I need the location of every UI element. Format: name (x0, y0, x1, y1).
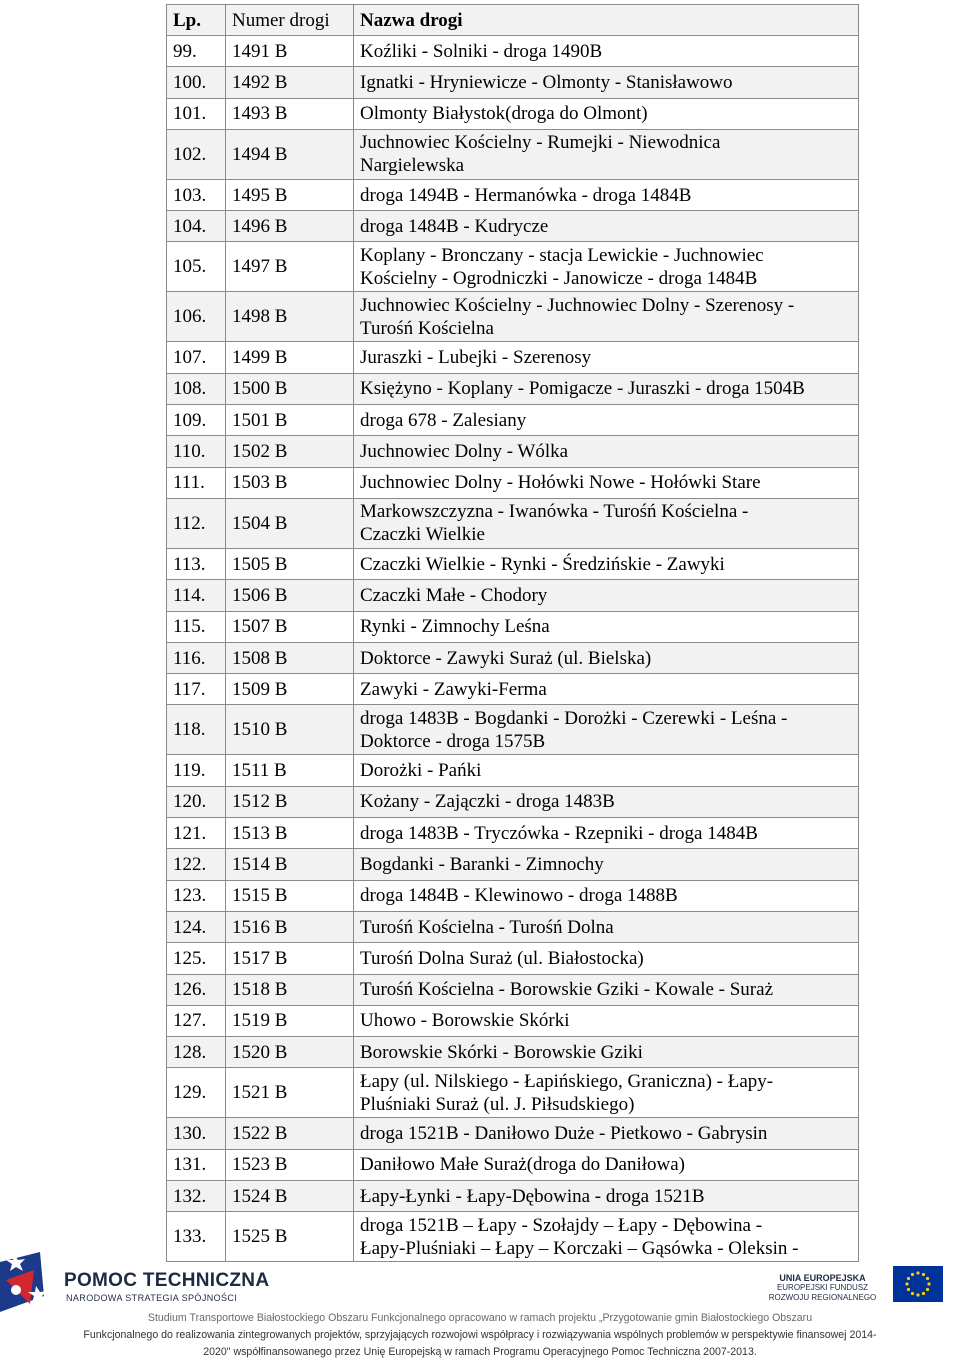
cell-lp: 108. (167, 373, 226, 404)
table-row (167, 548, 859, 579)
cell-road-number: 1497 B (226, 242, 354, 292)
cell-road-name (354, 1118, 859, 1149)
road-name-line: Czaczki Małe - Chodory (360, 584, 548, 606)
funding-note (0, 1310, 960, 1361)
road-name-line: Łapy-Łynki - Łapy-Dębowina - droga 1521B (360, 1185, 705, 1207)
table-row (167, 1181, 859, 1212)
eu-logo-line2: EUROPEJSKI FUNDUSZ (776, 1283, 869, 1292)
cell-lp: 113. (167, 548, 226, 579)
cell-road-name (354, 642, 859, 673)
cell-road-number: 1503 B (226, 467, 354, 498)
table-row (167, 292, 859, 342)
cell-road-name (354, 498, 859, 548)
cell-road-number: 1515 B (226, 880, 354, 911)
cell-lp: 101. (167, 98, 226, 129)
road-name-line: Łapy (ul. Nilskiego - Łapińskiego, Graniczna) - Łapy- (360, 1070, 774, 1092)
cell-road-number: 1523 B (226, 1149, 354, 1180)
table-row (167, 943, 859, 974)
road-name-line: droga 1483B - Tryczówka - Rzepniki - droga 1484B (360, 822, 758, 844)
table-row (167, 818, 859, 849)
cell-lp: 100. (167, 67, 226, 98)
road-name-line: Juchnowiec Kościelny - Juchnowiec Dolny - Szerenosy - (360, 294, 795, 316)
cell-lp: 123. (167, 880, 226, 911)
cell-road-number: 1498 B (226, 292, 354, 342)
table-row (167, 580, 859, 611)
table-header-row (167, 5, 859, 36)
eu-flag-icon (893, 1266, 943, 1302)
cell-lp: 122. (167, 849, 226, 880)
table-row (167, 242, 859, 292)
table-row (167, 1149, 859, 1180)
cell-lp: 119. (167, 755, 226, 786)
cell-lp: 131. (167, 1149, 226, 1180)
cell-road-name (354, 548, 859, 579)
road-name-line: Czaczki Wielkie (360, 524, 485, 546)
eu-star (911, 1273, 914, 1276)
table-row (167, 129, 859, 179)
cell-road-number: 1525 B (226, 1212, 354, 1262)
road-name-line: Bogdanki - Baranki - Zimnochy (360, 853, 604, 875)
header-road-number: Numer drogi (226, 5, 354, 36)
cell-road-name (354, 880, 859, 911)
road-name-line: Łapy-Pluśniaki – Łapy – Korczaki – Gąsówka - Oleksin - (360, 1237, 799, 1259)
road-name-line: droga 678 - Zalesiany (360, 409, 527, 431)
cell-lp: 116. (167, 642, 226, 673)
table-row (167, 211, 859, 242)
road-name-line: Koźliki - Solniki - droga 1490B (360, 40, 603, 62)
road-name-line: droga 1484B - Klewinowo - droga 1488B (360, 885, 678, 907)
road-name-line: Księżyno - Koplany - Pomigacze - Juraszki - droga 1504B (360, 378, 805, 400)
cell-road-name (354, 211, 859, 242)
cell-road-name (354, 36, 859, 67)
table-row (167, 467, 859, 498)
road-name-line: Borowskie Skórki - Borowskie Gziki (360, 1041, 643, 1063)
road-name-line: Markowszczyzna - Iwanówka - Turośń Kościelna - (360, 501, 749, 523)
eu-logo-line1: UNIA EUROPEJSKA (779, 1273, 866, 1283)
cell-lp: 126. (167, 974, 226, 1005)
cell-road-number: 1516 B (226, 911, 354, 942)
cell-road-number: 1491 B (226, 36, 354, 67)
eu-star (916, 1271, 919, 1274)
cell-road-name (354, 1037, 859, 1068)
cell-lp: 114. (167, 580, 226, 611)
cell-lp: 105. (167, 242, 226, 292)
road-name-line: Juchnowiec Dolny - Wólka (360, 441, 569, 463)
cell-road-name (354, 98, 859, 129)
table-row (167, 67, 859, 98)
eu-star (905, 1282, 908, 1285)
cell-road-number: 1513 B (226, 818, 354, 849)
table-row (167, 498, 859, 548)
road-name-line: droga 1484B - Kudrycze (360, 215, 549, 237)
table-row (167, 98, 859, 129)
cell-road-number: 1496 B (226, 211, 354, 242)
cell-lp: 130. (167, 1118, 226, 1149)
eu-logo-line3: ROZWOJU REGIONALNEGO (768, 1293, 877, 1302)
table-row (167, 880, 859, 911)
funding-note-line2: Funkcjonalnego do realizowania zintegrowanych projektów, sprzyjających rozwojowi współpracy i rozwiązywania wspólnych problemów w perspektywie finansowej 2014- (83, 1329, 877, 1341)
header-lp: Lp. (167, 5, 226, 36)
road-name-line: Rynki - Zimnochy Leśna (360, 616, 550, 638)
road-name-line: Ignatki - Hryniewicze - Olmonty - Stanisławowo (360, 71, 733, 93)
pomoc-techniczna-logo-subtitle: NARODOWA STRATEGIA SPÓJNOŚCI (66, 1293, 238, 1303)
cell-road-name (354, 405, 859, 436)
cell-road-name (354, 849, 859, 880)
table-row (167, 373, 859, 404)
road-name-line: droga 1521B – Łapy - Szołajdy – Łapy - Dębowina - (360, 1214, 763, 1236)
cell-road-name (354, 1181, 859, 1212)
cell-road-name (354, 674, 859, 705)
cell-road-number: 1495 B (226, 179, 354, 210)
cell-road-name (354, 818, 859, 849)
cell-lp: 132. (167, 1181, 226, 1212)
pomoc-techniczna-logo-title: POMOC TECHNICZNA (64, 1270, 270, 1291)
cell-lp: 127. (167, 1005, 226, 1036)
table-row (167, 974, 859, 1005)
table-row (167, 611, 859, 642)
cell-lp: 118. (167, 705, 226, 755)
cell-road-name (354, 1149, 859, 1180)
cell-road-number: 1507 B (226, 611, 354, 642)
table-row (167, 1118, 859, 1149)
cell-road-number: 1502 B (226, 436, 354, 467)
cell-road-number: 1504 B (226, 498, 354, 548)
cell-road-number: 1511 B (226, 755, 354, 786)
road-name-line: droga 1483B - Bogdanki - Dorożki - Czerewki - Leśna - (360, 707, 788, 729)
cell-road-name (354, 242, 859, 292)
cell-road-number: 1524 B (226, 1181, 354, 1212)
table-row (167, 436, 859, 467)
cell-lp: 121. (167, 818, 226, 849)
cell-road-name (354, 755, 859, 786)
funding-note-line3: 2020" współfinansowanego przez Unię Europejską w ramach Programu Operacyjnego Pomoc Techniczna 2007-2013. (203, 1346, 757, 1358)
cell-lp: 125. (167, 943, 226, 974)
cell-road-number: 1509 B (226, 674, 354, 705)
cell-road-name (354, 1005, 859, 1036)
cell-lp: 124. (167, 911, 226, 942)
cell-road-name (354, 179, 859, 210)
road-name-line: Zawyki - Zawyki-Ferma (360, 678, 547, 700)
table-row (167, 674, 859, 705)
cell-road-name (354, 1068, 859, 1118)
cell-road-number: 1519 B (226, 1005, 354, 1036)
cell-road-number: 1505 B (226, 548, 354, 579)
table-row (167, 755, 859, 786)
road-name-line: Dorożki - Pańki (360, 760, 482, 782)
eu-stars-logo-icon (0, 1246, 60, 1316)
table-row (167, 705, 859, 755)
cell-road-number: 1508 B (226, 642, 354, 673)
road-name-line: droga 1521B - Daniłowo Duże - Pietkowo - Gabrysin (360, 1123, 768, 1145)
cell-lp: 115. (167, 611, 226, 642)
road-name-line: Kożany - Zajączki - droga 1483B (360, 791, 615, 813)
cell-lp: 111. (167, 467, 226, 498)
cell-road-number: 1521 B (226, 1068, 354, 1118)
road-name-line: Kościelny - Ogrodniczki - Janowicze - droga 1484B (360, 267, 758, 289)
table-row (167, 179, 859, 210)
cell-road-name (354, 786, 859, 817)
cell-road-name (354, 373, 859, 404)
cell-lp: 129. (167, 1068, 226, 1118)
cell-road-name (354, 974, 859, 1005)
road-name-line: Koplany - Bronczany - stacja Lewickie - Juchnowiec (360, 244, 764, 266)
road-name-line: Doktorce - droga 1575B (360, 730, 546, 752)
cell-lp: 117. (167, 674, 226, 705)
eu-star (926, 1288, 929, 1291)
eu-fund-logo-text (756, 1273, 889, 1303)
cell-road-number: 1499 B (226, 342, 354, 373)
table-row (167, 1005, 859, 1036)
road-name-line: Turośń Kościelna - Turośń Dolna (360, 916, 614, 938)
cell-lp: 128. (167, 1037, 226, 1068)
table-row (167, 36, 859, 67)
table-row (167, 342, 859, 373)
table-row (167, 1037, 859, 1068)
cell-road-name (354, 611, 859, 642)
road-name-line: Daniłowo Małe Suraż(droga do Daniłowa) (360, 1154, 686, 1176)
cell-road-name (354, 467, 859, 498)
road-name-line: Juchnowiec Dolny - Hołówki Nowe - Hołówki Stare (360, 472, 761, 494)
table-row (167, 642, 859, 673)
cell-road-number: 1492 B (226, 67, 354, 98)
cell-road-number: 1493 B (226, 98, 354, 129)
cell-lp: 112. (167, 498, 226, 548)
cell-road-name (354, 911, 859, 942)
cell-road-number: 1522 B (226, 1118, 354, 1149)
cell-lp: 133. (167, 1212, 226, 1262)
eu-star (922, 1273, 925, 1276)
cell-road-name (354, 705, 859, 755)
cell-road-name (354, 436, 859, 467)
cell-lp: 120. (167, 786, 226, 817)
road-name-line: Olmonty Białystok(droga do Olmont) (360, 103, 648, 125)
table-row (167, 405, 859, 436)
cell-road-name (354, 67, 859, 98)
cell-road-number: 1517 B (226, 943, 354, 974)
table-row (167, 1068, 859, 1118)
road-name-line: droga 1494B - Hermanówka - droga 1484B (360, 184, 692, 206)
road-name-line: Turośń Kościelna - Borowskie Gziki - Kowale - Suraż (360, 979, 773, 1001)
table-row (167, 911, 859, 942)
cell-road-number: 1520 B (226, 1037, 354, 1068)
header-road-name: Nazwa drogi (354, 5, 859, 36)
cell-road-name (354, 342, 859, 373)
eu-star (911, 1292, 914, 1295)
road-name-line: Juchnowiec Kościelny - Rumejki - Niewodnica (360, 132, 721, 154)
table-row (167, 786, 859, 817)
road-name-line: Uhowo - Borowskie Skórki (360, 1010, 570, 1032)
cell-lp: 110. (167, 436, 226, 467)
road-name-line: Czaczki Wielkie - Rynki - Średzińskie - Zawyki (360, 553, 725, 575)
eu-star (907, 1277, 910, 1280)
road-name-line: Pluśniaki Suraż (ul. J. Piłsudskiego) (360, 1093, 635, 1115)
cell-road-name (354, 129, 859, 179)
cell-road-number: 1518 B (226, 974, 354, 1005)
cell-road-number: 1494 B (226, 129, 354, 179)
cell-lp: 109. (167, 405, 226, 436)
eu-star (907, 1288, 910, 1291)
cell-road-number: 1514 B (226, 849, 354, 880)
roads-table (166, 4, 859, 1262)
cell-road-number: 1506 B (226, 580, 354, 611)
cell-lp: 103. (167, 179, 226, 210)
table-row (167, 849, 859, 880)
road-name-line: Juraszki - Lubejki - Szerenosy (360, 347, 592, 369)
eu-star (922, 1292, 925, 1295)
cell-road-number: 1500 B (226, 373, 354, 404)
cell-road-name (354, 292, 859, 342)
eu-star (916, 1293, 919, 1296)
road-name-line: Turośń Kościelna (360, 317, 494, 339)
cell-lp: 102. (167, 129, 226, 179)
eu-star (926, 1277, 929, 1280)
cell-road-number: 1510 B (226, 705, 354, 755)
funding-note-line1: Studium Transportowe Białostockiego Obszaru Funkcjonalnego opracowano w ramach projektu „Przygotowanie gmin Białostockiego Obszaru (147, 1312, 813, 1324)
cell-lp: 99. (167, 36, 226, 67)
road-name-line: Doktorce - Zawyki Suraż (ul. Bielska) (360, 647, 652, 669)
cell-lp: 104. (167, 211, 226, 242)
cell-road-name (354, 943, 859, 974)
road-name-line: Nargielewska (360, 155, 465, 177)
road-name-line: Turośń Dolna Suraż (ul. Białostocka) (360, 947, 644, 969)
cell-lp: 107. (167, 342, 226, 373)
cell-lp: 106. (167, 292, 226, 342)
cell-road-number: 1512 B (226, 786, 354, 817)
cell-road-name (354, 580, 859, 611)
eu-star (927, 1282, 930, 1285)
cell-road-number: 1501 B (226, 405, 354, 436)
